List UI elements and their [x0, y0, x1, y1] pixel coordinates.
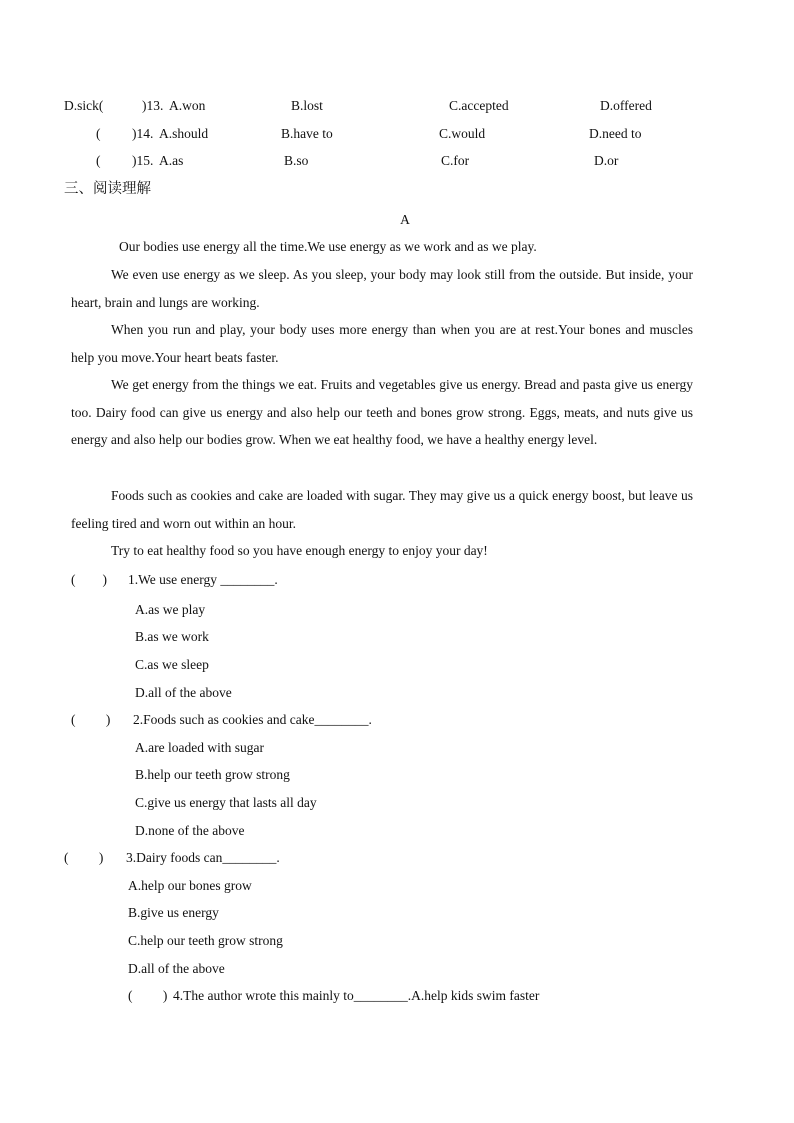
question-1-option-d: D.all of the above	[135, 685, 232, 700]
q13-option-d: D.offered	[600, 98, 652, 113]
question-3-option-c: C.help our teeth grow strong	[128, 933, 283, 948]
question-1-option-c: C.as we sleep	[135, 657, 209, 672]
passage-paragraph-1: Our bodies use energy all the time.We use energy as we work and as we play.	[119, 239, 537, 254]
question-2-stem: 2.Foods such as cookies and cake________.	[133, 712, 372, 727]
q14-option-b: B.have to	[281, 126, 333, 141]
question-3-option-d: D.all of the above	[128, 961, 225, 976]
question-4-stem: 4.The author wrote this mainly to________.A.help kids swim faster	[173, 988, 540, 1003]
q14-paren-open: (	[96, 126, 101, 141]
q13-option-b: B.lost	[291, 98, 323, 113]
question-3-stem: 3.Dairy foods can________.	[126, 850, 280, 865]
question-1-option-b: B.as we work	[135, 629, 209, 644]
passage-paragraph-6: Try to eat healthy food so you have enough energy to enjoy your day!	[111, 543, 488, 558]
question-1-stem: 1.We use energy ________.	[128, 572, 278, 587]
q15-option-c: C.for	[441, 153, 470, 168]
q15-paren-open: (	[96, 153, 101, 168]
section-title: 三、阅读理解	[64, 181, 151, 197]
q15-option-b: B.so	[284, 153, 309, 168]
passage-label: A	[400, 212, 410, 227]
passage-paragraph-3: When you run and play, your body uses more energy than when you are at rest.Your bones and muscles help you move.Your heart beats faster.	[71, 322, 693, 365]
q15-number: )15.	[132, 153, 154, 168]
passage-paragraph-4: We get energy from the things we eat. Fruits and vegetables give us energy. Bread and pasta give us energy too. Dairy food can give us energy and also help our teeth and bones grow strong. Eggs, meats, and nuts give us energy and also help our bodies grow. When we eat healthy food, we have a healthy energy level.	[71, 377, 693, 448]
q14-option-c: C.would	[439, 126, 486, 141]
passage-paragraph-2: We even use energy as we sleep. As you sleep, your body may look still from the outside. But inside, your heart, brain and lungs are working.	[71, 267, 693, 310]
question-2-option-d: D.none of the above	[135, 823, 245, 838]
q14-option-a: A.should	[159, 126, 209, 141]
question-2-option-b: B.help our teeth grow strong	[135, 767, 290, 782]
question-4-paren: ( )	[128, 988, 168, 1003]
q15-option-d: D.or	[594, 153, 619, 168]
question-3-option-a: A.help our bones grow	[128, 878, 252, 893]
q15-option-a: A.as	[159, 153, 184, 168]
question-3-paren: ( )	[64, 850, 104, 865]
question-2-paren: ( )	[71, 712, 111, 727]
question-2-option-a: A.are loaded with sugar	[135, 740, 264, 755]
question-2-option-c: C.give us energy that lasts all day	[135, 795, 317, 810]
q13-number: )13.	[142, 98, 164, 113]
passage-paragraph-5: Foods such as cookies and cake are loaded with sugar. They may give us a quick energy boost, but leave us feeling tired and worn out within an hour.	[71, 488, 693, 531]
q13-option-a: A.won	[169, 98, 206, 113]
q13-lead: D.sick(	[64, 98, 104, 113]
q14-number: )14.	[132, 126, 154, 141]
question-3-option-b: B.give us energy	[128, 905, 219, 920]
question-1-option-a: A.as we play	[135, 602, 206, 617]
question-1-paren: ( )	[71, 572, 107, 587]
q14-option-d: D.need to	[589, 126, 642, 141]
q13-option-c: C.accepted	[449, 98, 509, 113]
